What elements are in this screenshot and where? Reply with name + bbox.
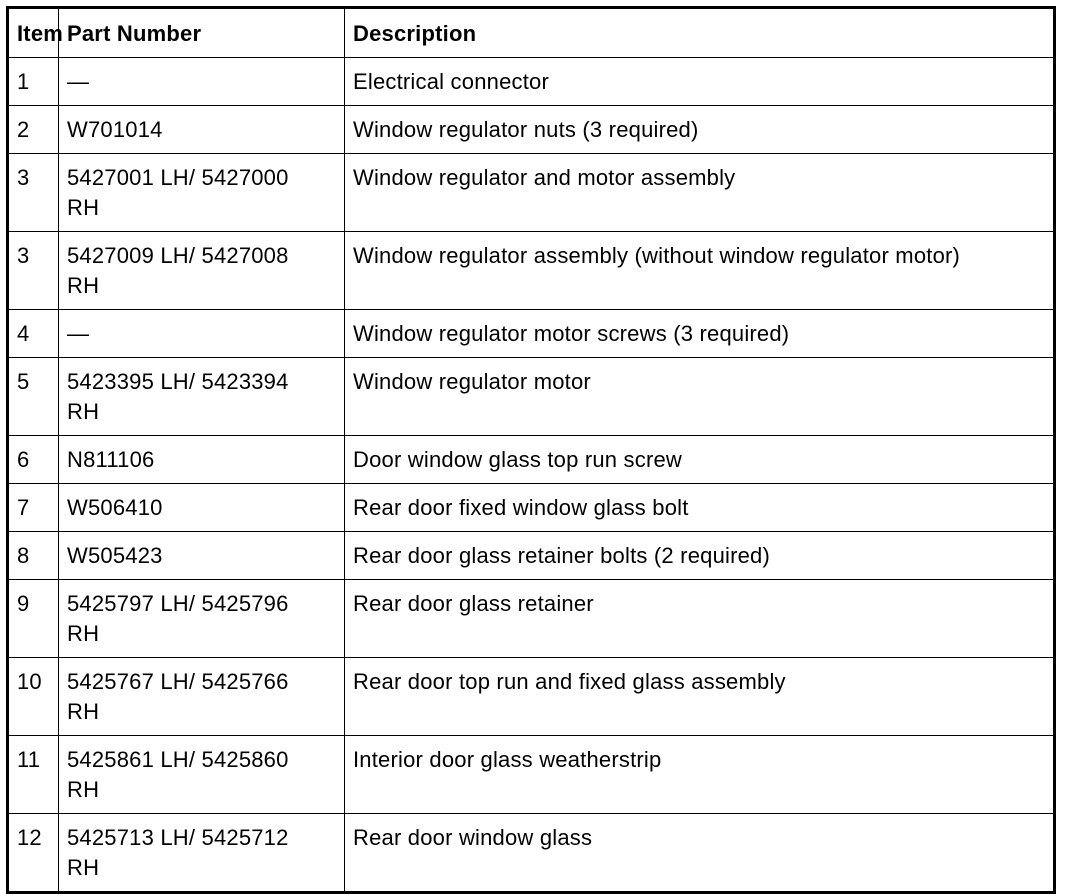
header-item: Item bbox=[8, 8, 59, 58]
cell-item: 3 bbox=[8, 232, 59, 310]
table-row bbox=[8, 532, 1055, 580]
part-number-text: 5427001 LH/ 5427000 RH bbox=[67, 165, 289, 220]
part-number-text: — bbox=[67, 69, 90, 94]
cell-description: Rear door glass retainer bolts (2 required) bbox=[345, 532, 1055, 580]
part-number-text: 5425797 LH/ 5425796 RH bbox=[67, 591, 289, 646]
cell-item: 10 bbox=[8, 658, 59, 736]
cell-description: Rear door window glass bbox=[345, 814, 1055, 893]
cell-item: 2 bbox=[8, 106, 59, 154]
cell-item: 8 bbox=[8, 532, 59, 580]
table-row bbox=[8, 580, 1055, 658]
cell-part-number bbox=[59, 232, 345, 310]
table-row bbox=[8, 814, 1055, 893]
cell-description: Window regulator assembly (without window regulator motor) bbox=[345, 232, 1055, 310]
part-number-text: 5425713 LH/ 5425712 RH bbox=[67, 825, 289, 880]
table-row bbox=[8, 232, 1055, 310]
part-number-text: — bbox=[67, 321, 90, 346]
cell-item: 3 bbox=[8, 154, 59, 232]
part-number-text: 5427009 LH/ 5427008 RH bbox=[67, 243, 289, 298]
table-row bbox=[8, 484, 1055, 532]
part-number-text: 5425767 LH/ 5425766 RH bbox=[67, 669, 289, 724]
cell-description: Window regulator and motor assembly bbox=[345, 154, 1055, 232]
cell-description: Rear door top run and fixed glass assembly bbox=[345, 658, 1055, 736]
cell-item: 1 bbox=[8, 58, 59, 106]
table-row bbox=[8, 106, 1055, 154]
cell-part-number bbox=[59, 58, 345, 106]
part-number-text: N811106 bbox=[67, 447, 155, 472]
cell-item: 5 bbox=[8, 358, 59, 436]
cell-description: Rear door glass retainer bbox=[345, 580, 1055, 658]
cell-part-number bbox=[59, 154, 345, 232]
cell-description: Window regulator motor screws (3 required) bbox=[345, 310, 1055, 358]
cell-item: 12 bbox=[8, 814, 59, 893]
cell-part-number bbox=[59, 310, 345, 358]
cell-description: Interior door glass weatherstrip bbox=[345, 736, 1055, 814]
cell-part-number bbox=[59, 484, 345, 532]
cell-description: Electrical connector bbox=[345, 58, 1055, 106]
part-number-text: 5425861 LH/ 5425860 RH bbox=[67, 747, 289, 802]
cell-part-number bbox=[59, 106, 345, 154]
table-row bbox=[8, 154, 1055, 232]
cell-part-number bbox=[59, 658, 345, 736]
cell-description: Door window glass top run screw bbox=[345, 436, 1055, 484]
header-description: Description bbox=[345, 8, 1055, 58]
table-row bbox=[8, 736, 1055, 814]
cell-part-number bbox=[59, 436, 345, 484]
table-row bbox=[8, 358, 1055, 436]
header-part-number: Part Number bbox=[59, 8, 345, 58]
table-row bbox=[8, 310, 1055, 358]
table-header-row bbox=[8, 8, 1055, 58]
part-number-text: W505423 bbox=[67, 543, 163, 568]
table-row bbox=[8, 658, 1055, 736]
cell-item: 11 bbox=[8, 736, 59, 814]
table-row bbox=[8, 58, 1055, 106]
cell-part-number bbox=[59, 532, 345, 580]
part-number-text: 5423395 LH/ 5423394 RH bbox=[67, 369, 289, 424]
cell-part-number bbox=[59, 736, 345, 814]
parts-table bbox=[6, 6, 1056, 894]
part-number-text: W701014 bbox=[67, 117, 163, 142]
cell-part-number bbox=[59, 358, 345, 436]
cell-description: Rear door fixed window glass bolt bbox=[345, 484, 1055, 532]
table-row bbox=[8, 436, 1055, 484]
cell-part-number bbox=[59, 580, 345, 658]
cell-item: 6 bbox=[8, 436, 59, 484]
cell-description: Window regulator nuts (3 required) bbox=[345, 106, 1055, 154]
cell-item: 9 bbox=[8, 580, 59, 658]
cell-part-number bbox=[59, 814, 345, 893]
cell-description: Window regulator motor bbox=[345, 358, 1055, 436]
cell-item: 7 bbox=[8, 484, 59, 532]
part-number-text: W506410 bbox=[67, 495, 163, 520]
cell-item: 4 bbox=[8, 310, 59, 358]
